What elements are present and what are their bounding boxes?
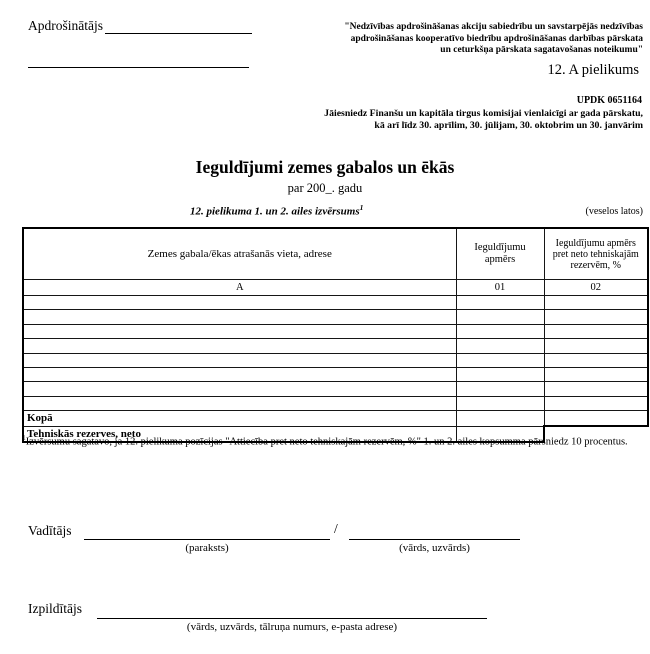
table-cell-empty xyxy=(23,324,456,338)
total-row xyxy=(23,411,648,427)
column-code-a: A xyxy=(23,280,456,296)
updk-code: UPDK 0651164 xyxy=(576,95,642,106)
table-cell-empty xyxy=(456,339,544,353)
annex-label: 12. A pielikums xyxy=(547,62,639,78)
table-cell-empty xyxy=(23,296,456,310)
column-header-percent: Ieguldījumu apmērs pret neto tehniskajām rezervēm, % xyxy=(544,228,648,280)
table-cell-empty xyxy=(23,382,456,396)
submission-line-2: kā arī līdz 30. aprīlim, 30. jūlijam, 30. oktobrim un 30. janvārim xyxy=(374,120,643,131)
executor-caption: (vārds, uzvārds, tālruņa numurs, e-pasta adrese) xyxy=(186,621,398,633)
insurer-name-line xyxy=(105,18,252,34)
table-cell-empty xyxy=(23,310,456,324)
table-header-row xyxy=(23,228,648,280)
table-caption xyxy=(190,203,363,218)
units-note: (veselos latos) xyxy=(585,206,643,217)
insurer-label: Apdrošinātājs xyxy=(28,18,103,33)
reporting-period: par 200_. gadu xyxy=(287,181,363,195)
regulation-line-3: un ceturkšņa pārskata sagatavošanas noteikumu" xyxy=(440,45,643,55)
table-row xyxy=(23,353,648,367)
table-row xyxy=(23,367,648,381)
table-caption-text: 12. pielikuma 1. un 2. ailes izvērsums xyxy=(190,205,360,218)
executor-label: Izpildītājs xyxy=(28,601,82,616)
footnote-mark: 1 xyxy=(22,433,26,442)
regulation-line-2: apdrošināšanas kooperatīvo biedrību apdrošināšanas darbības pārskata xyxy=(350,33,643,44)
footnote xyxy=(22,431,644,449)
table-cell-empty xyxy=(456,382,544,396)
regulation-line-1: "Nedzīvības apdrošināšanas akciju sabiedrību un savstarpējās nedzīvības xyxy=(344,22,643,32)
table-caption-footnote-mark: 1 xyxy=(359,203,364,212)
footnote-text: Izvērsumu sagatavo, ja 12. pielikuma pozīcijas "Attiecība pret neto tehniskajām rezervēm, %" 1. un 2. ailes kopsumma pārsniedz 10 procentus. xyxy=(25,436,628,448)
total-label: Kopā xyxy=(23,411,456,427)
column-codes-row xyxy=(23,280,648,296)
table-row xyxy=(23,324,648,338)
table-cell-empty xyxy=(544,367,648,381)
manager-signature-line xyxy=(84,523,330,540)
investments-table xyxy=(22,227,649,443)
table-row xyxy=(23,382,648,396)
table-row xyxy=(23,310,648,324)
executor-line xyxy=(97,602,487,619)
table-cell-empty xyxy=(544,396,648,410)
table-cell-empty xyxy=(544,339,648,353)
regulation-reference xyxy=(263,22,643,57)
insurer-block xyxy=(28,18,252,34)
column-header-amount: Ieguldījumu apmērs xyxy=(456,228,544,280)
manager-name-line xyxy=(349,523,520,540)
table-cell-empty xyxy=(456,353,544,367)
table-row xyxy=(23,296,648,310)
table-cell-empty xyxy=(544,382,648,396)
insurer-name-line-2 xyxy=(28,53,249,68)
total-amount-cell xyxy=(456,411,544,427)
table-cell-empty xyxy=(456,367,544,381)
table-cell-empty xyxy=(456,396,544,410)
table-cell-empty xyxy=(456,324,544,338)
table-cell-empty xyxy=(23,396,456,410)
table-cell-empty xyxy=(23,367,456,381)
column-code-01: 01 xyxy=(456,280,544,296)
table-cell-empty xyxy=(23,339,456,353)
table-cell-empty xyxy=(544,324,648,338)
signature-caption: (paraksts) xyxy=(185,542,229,554)
table-cell-empty xyxy=(544,310,648,324)
total-percent-cell xyxy=(544,411,648,427)
form-title: Ieguldījumi zemes gabalos un ēkās xyxy=(195,157,455,177)
table-cell-empty xyxy=(456,310,544,324)
name-caption: (vārds, uzvārds) xyxy=(399,542,470,554)
table-cell-empty xyxy=(23,353,456,367)
column-header-address: Zemes gabala/ēkas atrašanās vieta, adrese xyxy=(23,228,456,280)
table-cell-empty xyxy=(456,296,544,310)
submission-line-1: Jāiesniedz Finanšu un kapitāla tirgus komisijai vienlaicīgi ar gada pārskatu, xyxy=(324,108,643,119)
manager-label: Vadītājs xyxy=(28,523,72,538)
signature-separator: / xyxy=(334,521,338,536)
table-row xyxy=(23,396,648,410)
table-row xyxy=(23,339,648,353)
table-cell-empty xyxy=(544,353,648,367)
table-cell-empty xyxy=(544,296,648,310)
column-code-02: 02 xyxy=(544,280,648,296)
reserves-label: Tehniskās rezerves, neto xyxy=(23,426,456,442)
submission-note xyxy=(324,108,643,132)
